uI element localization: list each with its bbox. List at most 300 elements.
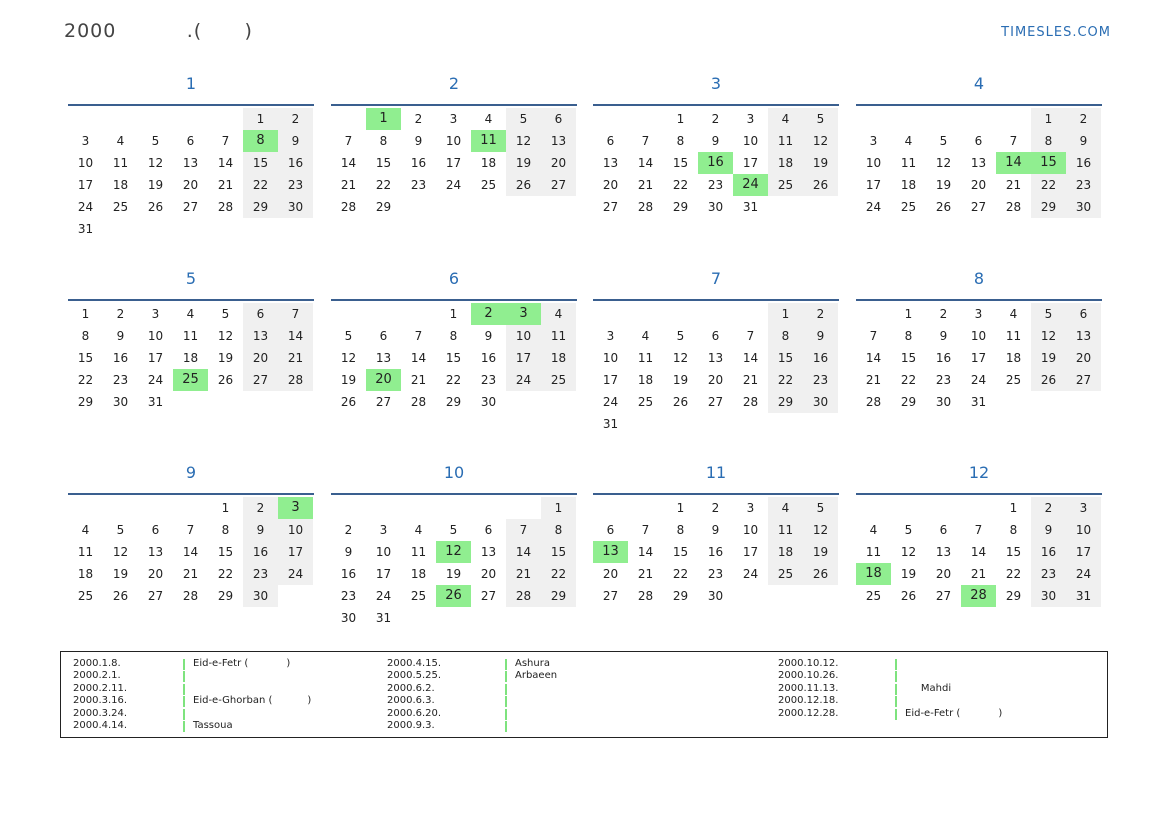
day-cell[interactable]: 14	[865, 351, 882, 365]
day-cell[interactable]: 16	[1066, 152, 1101, 174]
day-cell[interactable]: 7	[1009, 134, 1018, 148]
day-cell[interactable]: 24	[865, 200, 882, 214]
day-cell[interactable]: 8	[243, 130, 278, 152]
day-cell[interactable]: 25	[1005, 373, 1022, 387]
day-cell[interactable]: 30	[1066, 196, 1101, 218]
day-cell[interactable]: 21	[506, 563, 541, 585]
day-cell[interactable]: 2	[243, 497, 278, 519]
day-cell[interactable]: 20	[366, 369, 401, 391]
day-cell[interactable]: 31	[375, 611, 392, 625]
day-cell[interactable]: 3	[746, 112, 755, 126]
day-cell[interactable]: 1	[1009, 501, 1018, 515]
day-cell[interactable]: 14	[217, 156, 234, 170]
day-cell[interactable]: 9	[711, 523, 720, 537]
day-cell[interactable]: 19	[340, 373, 357, 387]
day-cell[interactable]: 26	[672, 395, 689, 409]
day-cell[interactable]: 1	[221, 501, 230, 515]
day-cell[interactable]: 17	[865, 178, 882, 192]
day-cell[interactable]: 14	[506, 541, 541, 563]
day-cell[interactable]: 11	[112, 156, 129, 170]
day-cell[interactable]: 18	[1005, 351, 1022, 365]
day-cell[interactable]: 19	[112, 567, 129, 581]
day-cell[interactable]: 20	[147, 567, 164, 581]
day-cell[interactable]: 13	[541, 130, 576, 152]
day-cell[interactable]: 4	[541, 303, 576, 325]
day-cell[interactable]: 30	[803, 391, 838, 413]
day-cell[interactable]: 25	[410, 589, 427, 603]
day-cell[interactable]: 1	[541, 497, 576, 519]
day-cell[interactable]: 6	[939, 523, 948, 537]
day-cell[interactable]: 22	[77, 373, 94, 387]
day-cell[interactable]: 29	[1005, 589, 1022, 603]
day-cell[interactable]: 21	[637, 178, 654, 192]
day-cell[interactable]: 2	[1066, 108, 1101, 130]
day-cell[interactable]: 19	[900, 567, 917, 581]
day-cell[interactable]: 22	[217, 567, 234, 581]
day-cell[interactable]: 21	[865, 373, 882, 387]
day-cell[interactable]: 24	[77, 200, 94, 214]
day-cell[interactable]: 3	[606, 329, 615, 343]
day-cell[interactable]: 15	[375, 156, 392, 170]
day-cell[interactable]: 2	[414, 112, 423, 126]
day-cell[interactable]: 13	[1066, 325, 1101, 347]
day-cell[interactable]: 7	[344, 134, 353, 148]
day-cell[interactable]: 21	[182, 567, 199, 581]
day-cell[interactable]: 14	[278, 325, 313, 347]
day-cell[interactable]: 9	[116, 329, 125, 343]
day-cell[interactable]: 5	[803, 108, 838, 130]
day-cell[interactable]: 28	[1005, 200, 1022, 214]
day-cell[interactable]: 16	[1031, 541, 1066, 563]
day-cell[interactable]: 25	[112, 200, 129, 214]
day-cell[interactable]: 5	[939, 134, 948, 148]
day-cell[interactable]: 28	[637, 589, 654, 603]
day-cell[interactable]: 24	[147, 373, 164, 387]
day-cell[interactable]: 15	[672, 545, 689, 559]
day-cell[interactable]: 12	[803, 519, 838, 541]
day-cell[interactable]: 9	[803, 325, 838, 347]
day-cell[interactable]: 18	[768, 152, 803, 174]
day-cell[interactable]: 8	[379, 134, 388, 148]
day-cell[interactable]: 25	[768, 174, 803, 196]
day-cell[interactable]: 20	[970, 178, 987, 192]
day-cell[interactable]: 19	[935, 178, 952, 192]
day-cell[interactable]: 27	[375, 395, 392, 409]
day-cell[interactable]: 24	[970, 373, 987, 387]
day-cell[interactable]: 15	[1031, 152, 1066, 174]
day-cell[interactable]: 4	[768, 497, 803, 519]
day-cell[interactable]: 19	[672, 373, 689, 387]
day-cell[interactable]: 22	[375, 178, 392, 192]
day-cell[interactable]: 9	[939, 329, 948, 343]
day-cell[interactable]: 3	[379, 523, 388, 537]
day-cell[interactable]: 12	[506, 130, 541, 152]
day-cell[interactable]: 31	[742, 200, 759, 214]
day-cell[interactable]: 3	[1066, 497, 1101, 519]
day-cell[interactable]: 23	[707, 567, 724, 581]
day-cell[interactable]: 2	[344, 523, 353, 537]
day-cell[interactable]: 12	[672, 351, 689, 365]
day-cell[interactable]: 26	[112, 589, 129, 603]
day-cell[interactable]: 22	[672, 178, 689, 192]
day-cell[interactable]: 27	[970, 200, 987, 214]
day-cell[interactable]: 27	[243, 369, 278, 391]
day-cell[interactable]: 16	[803, 347, 838, 369]
day-cell[interactable]: 7	[746, 329, 755, 343]
day-cell[interactable]: 30	[707, 200, 724, 214]
day-cell[interactable]: 17	[375, 567, 392, 581]
day-cell[interactable]: 11	[768, 130, 803, 152]
day-cell[interactable]: 19	[217, 351, 234, 365]
day-cell[interactable]: 17	[77, 178, 94, 192]
day-cell[interactable]: 4	[904, 134, 913, 148]
day-cell[interactable]: 26	[803, 174, 838, 196]
day-cell[interactable]: 21	[340, 178, 357, 192]
day-cell[interactable]: 8	[221, 523, 230, 537]
day-cell[interactable]: 2	[278, 108, 313, 130]
day-cell[interactable]: 19	[803, 152, 838, 174]
day-cell[interactable]: 9	[711, 134, 720, 148]
day-cell[interactable]: 26	[506, 174, 541, 196]
day-cell[interactable]: 5	[151, 134, 160, 148]
day-cell[interactable]: 21	[278, 347, 313, 369]
day-cell[interactable]: 3	[746, 501, 755, 515]
day-cell[interactable]: 26	[340, 395, 357, 409]
day-cell[interactable]: 27	[935, 589, 952, 603]
day-cell[interactable]: 23	[112, 373, 129, 387]
day-cell[interactable]: 5	[116, 523, 125, 537]
day-cell[interactable]: 12	[217, 329, 234, 343]
day-cell[interactable]: 7	[641, 134, 650, 148]
day-cell[interactable]: 18	[77, 567, 94, 581]
day-cell[interactable]: 25	[173, 369, 208, 391]
day-cell[interactable]: 4	[81, 523, 90, 537]
day-cell[interactable]: 13	[707, 351, 724, 365]
day-cell[interactable]: 17	[742, 156, 759, 170]
day-cell[interactable]: 14	[996, 152, 1031, 174]
day-cell[interactable]: 6	[484, 523, 493, 537]
day-cell[interactable]: 20	[1066, 347, 1101, 369]
day-cell[interactable]: 19	[445, 567, 462, 581]
day-cell[interactable]: 20	[935, 567, 952, 581]
site-link[interactable]: TIMESLES.COM	[1001, 25, 1111, 40]
day-cell[interactable]: 18	[856, 563, 891, 585]
day-cell[interactable]: 3	[449, 112, 458, 126]
day-cell[interactable]: 23	[707, 178, 724, 192]
day-cell[interactable]: 15	[445, 351, 462, 365]
day-cell[interactable]: 1	[243, 108, 278, 130]
day-cell[interactable]: 8	[768, 325, 803, 347]
day-cell[interactable]: 16	[480, 351, 497, 365]
day-cell[interactable]: 6	[541, 108, 576, 130]
day-cell[interactable]: 6	[379, 329, 388, 343]
day-cell[interactable]: 24	[375, 589, 392, 603]
day-cell[interactable]: 9	[484, 329, 493, 343]
day-cell[interactable]: 25	[541, 369, 576, 391]
day-cell[interactable]: 3	[974, 307, 983, 321]
day-cell[interactable]: 9	[344, 545, 353, 559]
day-cell[interactable]: 6	[606, 523, 615, 537]
day-cell[interactable]: 20	[541, 152, 576, 174]
day-cell[interactable]: 3	[151, 307, 160, 321]
day-cell[interactable]: 4	[768, 108, 803, 130]
day-cell[interactable]: 14	[182, 545, 199, 559]
day-cell[interactable]: 29	[768, 391, 803, 413]
day-cell[interactable]: 8	[904, 329, 913, 343]
day-cell[interactable]: 16	[698, 152, 733, 174]
day-cell[interactable]: 8	[676, 523, 685, 537]
day-cell[interactable]: 3	[278, 497, 313, 519]
day-cell[interactable]: 21	[1005, 178, 1022, 192]
day-cell[interactable]: 19	[1031, 347, 1066, 369]
day-cell[interactable]: 29	[243, 196, 278, 218]
day-cell[interactable]: 10	[742, 134, 759, 148]
day-cell[interactable]: 21	[637, 567, 654, 581]
day-cell[interactable]: 5	[221, 307, 230, 321]
day-cell[interactable]: 28	[961, 585, 996, 607]
day-cell[interactable]: 12	[147, 156, 164, 170]
day-cell[interactable]: 12	[900, 545, 917, 559]
day-cell[interactable]: 11	[865, 545, 882, 559]
day-cell[interactable]: 27	[541, 174, 576, 196]
day-cell[interactable]: 31	[1066, 585, 1101, 607]
day-cell[interactable]: 14	[970, 545, 987, 559]
day-cell[interactable]: 30	[243, 585, 278, 607]
day-cell[interactable]: 28	[217, 200, 234, 214]
day-cell[interactable]: 23	[935, 373, 952, 387]
day-cell[interactable]: 13	[182, 156, 199, 170]
day-cell[interactable]: 29	[1031, 196, 1066, 218]
day-cell[interactable]: 11	[637, 351, 654, 365]
day-cell[interactable]: 20	[243, 347, 278, 369]
day-cell[interactable]: 21	[410, 373, 427, 387]
day-cell[interactable]: 2	[803, 303, 838, 325]
day-cell[interactable]: 23	[1066, 174, 1101, 196]
day-cell[interactable]: 1	[904, 307, 913, 321]
day-cell[interactable]: 30	[340, 611, 357, 625]
day-cell[interactable]: 23	[278, 174, 313, 196]
day-cell[interactable]: 5	[676, 329, 685, 343]
day-cell[interactable]: 30	[707, 589, 724, 603]
day-cell[interactable]: 21	[742, 373, 759, 387]
day-cell[interactable]: 9	[278, 130, 313, 152]
day-cell[interactable]: 10	[278, 519, 313, 541]
day-cell[interactable]: 3	[869, 134, 878, 148]
day-cell[interactable]: 31	[602, 417, 619, 431]
day-cell[interactable]: 11	[900, 156, 917, 170]
day-cell[interactable]: 6	[186, 134, 195, 148]
day-cell[interactable]: 21	[970, 567, 987, 581]
day-cell[interactable]: 6	[711, 329, 720, 343]
day-cell[interactable]: 22	[243, 174, 278, 196]
day-cell[interactable]: 6	[243, 303, 278, 325]
day-cell[interactable]: 31	[147, 395, 164, 409]
day-cell[interactable]: 5	[506, 108, 541, 130]
day-cell[interactable]: 4	[869, 523, 878, 537]
day-cell[interactable]: 15	[77, 351, 94, 365]
day-cell[interactable]: 4	[641, 329, 650, 343]
day-cell[interactable]: 29	[77, 395, 94, 409]
day-cell[interactable]: 13	[375, 351, 392, 365]
day-cell[interactable]: 16	[707, 545, 724, 559]
day-cell[interactable]: 7	[278, 303, 313, 325]
day-cell[interactable]: 8	[541, 519, 576, 541]
day-cell[interactable]: 16	[112, 351, 129, 365]
day-cell[interactable]: 15	[672, 156, 689, 170]
day-cell[interactable]: 20	[480, 567, 497, 581]
day-cell[interactable]: 15	[900, 351, 917, 365]
day-cell[interactable]: 3	[81, 134, 90, 148]
day-cell[interactable]: 14	[340, 156, 357, 170]
day-cell[interactable]: 9	[1066, 130, 1101, 152]
day-cell[interactable]: 20	[602, 567, 619, 581]
day-cell[interactable]: 23	[410, 178, 427, 192]
day-cell[interactable]: 25	[768, 563, 803, 585]
day-cell[interactable]: 27	[707, 395, 724, 409]
day-cell[interactable]: 25	[480, 178, 497, 192]
day-cell[interactable]: 5	[344, 329, 353, 343]
day-cell[interactable]: 29	[672, 200, 689, 214]
day-cell[interactable]: 22	[541, 563, 576, 585]
day-cell[interactable]: 14	[742, 351, 759, 365]
day-cell[interactable]: 17	[147, 351, 164, 365]
day-cell[interactable]: 7	[221, 134, 230, 148]
day-cell[interactable]: 8	[81, 329, 90, 343]
day-cell[interactable]: 27	[1066, 369, 1101, 391]
day-cell[interactable]: 24	[733, 174, 768, 196]
day-cell[interactable]: 15	[217, 545, 234, 559]
day-cell[interactable]: 15	[768, 347, 803, 369]
day-cell[interactable]: 4	[484, 112, 493, 126]
day-cell[interactable]: 15	[1005, 545, 1022, 559]
day-cell[interactable]: 16	[410, 156, 427, 170]
day-cell[interactable]: 12	[436, 541, 471, 563]
day-cell[interactable]: 26	[1031, 369, 1066, 391]
day-cell[interactable]: 12	[340, 351, 357, 365]
day-cell[interactable]: 5	[449, 523, 458, 537]
day-cell[interactable]: 26	[900, 589, 917, 603]
day-cell[interactable]: 23	[803, 369, 838, 391]
day-cell[interactable]: 9	[1031, 519, 1066, 541]
day-cell[interactable]: 5	[904, 523, 913, 537]
day-cell[interactable]: 30	[480, 395, 497, 409]
day-cell[interactable]: 13	[480, 545, 497, 559]
day-cell[interactable]: 6	[151, 523, 160, 537]
day-cell[interactable]: 28	[340, 200, 357, 214]
day-cell[interactable]: 19	[147, 178, 164, 192]
day-cell[interactable]: 8	[1031, 130, 1066, 152]
day-cell[interactable]: 25	[77, 589, 94, 603]
day-cell[interactable]: 11	[541, 325, 576, 347]
day-cell[interactable]: 2	[471, 303, 506, 325]
day-cell[interactable]: 8	[449, 329, 458, 343]
day-cell[interactable]: 26	[803, 563, 838, 585]
day-cell[interactable]: 26	[935, 200, 952, 214]
day-cell[interactable]: 25	[900, 200, 917, 214]
day-cell[interactable]: 10	[445, 134, 462, 148]
day-cell[interactable]: 7	[869, 329, 878, 343]
day-cell[interactable]: 29	[217, 589, 234, 603]
day-cell[interactable]: 1	[366, 108, 401, 130]
day-cell[interactable]: 15	[541, 541, 576, 563]
day-cell[interactable]: 27	[480, 589, 497, 603]
day-cell[interactable]: 27	[602, 200, 619, 214]
day-cell[interactable]: 13	[970, 156, 987, 170]
day-cell[interactable]: 22	[672, 567, 689, 581]
day-cell[interactable]: 17	[445, 156, 462, 170]
day-cell[interactable]: 17	[506, 347, 541, 369]
day-cell[interactable]: 23	[1031, 563, 1066, 585]
day-cell[interactable]: 11	[471, 130, 506, 152]
day-cell[interactable]: 7	[506, 519, 541, 541]
day-cell[interactable]: 17	[970, 351, 987, 365]
day-cell[interactable]: 10	[77, 156, 94, 170]
day-cell[interactable]: 7	[641, 523, 650, 537]
day-cell[interactable]: 28	[182, 589, 199, 603]
day-cell[interactable]: 24	[1066, 563, 1101, 585]
day-cell[interactable]: 2	[1031, 497, 1066, 519]
day-cell[interactable]: 28	[742, 395, 759, 409]
day-cell[interactable]: 24	[278, 563, 313, 585]
day-cell[interactable]: 13	[243, 325, 278, 347]
day-cell[interactable]: 9	[414, 134, 423, 148]
day-cell[interactable]: 12	[935, 156, 952, 170]
day-cell[interactable]: 4	[1009, 307, 1018, 321]
day-cell[interactable]: 20	[182, 178, 199, 192]
day-cell[interactable]: 28	[865, 395, 882, 409]
day-cell[interactable]: 30	[112, 395, 129, 409]
day-cell[interactable]: 30	[278, 196, 313, 218]
day-cell[interactable]: 29	[541, 585, 576, 607]
day-cell[interactable]: 6	[606, 134, 615, 148]
day-cell[interactable]: 11	[768, 519, 803, 541]
day-cell[interactable]: 22	[445, 373, 462, 387]
day-cell[interactable]: 14	[410, 351, 427, 365]
day-cell[interactable]: 12	[1031, 325, 1066, 347]
day-cell[interactable]: 4	[186, 307, 195, 321]
day-cell[interactable]: 21	[217, 178, 234, 192]
day-cell[interactable]: 13	[593, 541, 628, 563]
day-cell[interactable]: 4	[116, 134, 125, 148]
day-cell[interactable]: 11	[410, 545, 427, 559]
day-cell[interactable]: 16	[340, 567, 357, 581]
day-cell[interactable]: 17	[742, 545, 759, 559]
day-cell[interactable]: 29	[672, 589, 689, 603]
day-cell[interactable]: 10	[602, 351, 619, 365]
day-cell[interactable]: 24	[445, 178, 462, 192]
day-cell[interactable]: 18	[768, 541, 803, 563]
day-cell[interactable]: 1	[676, 112, 685, 126]
day-cell[interactable]: 22	[900, 373, 917, 387]
day-cell[interactable]: 17	[602, 373, 619, 387]
day-cell[interactable]: 20	[707, 373, 724, 387]
day-cell[interactable]: 4	[414, 523, 423, 537]
day-cell[interactable]: 6	[1066, 303, 1101, 325]
day-cell[interactable]: 25	[637, 395, 654, 409]
day-cell[interactable]: 18	[410, 567, 427, 581]
day-cell[interactable]: 3	[506, 303, 541, 325]
day-cell[interactable]: 30	[1031, 585, 1066, 607]
day-cell[interactable]: 19	[506, 152, 541, 174]
day-cell[interactable]: 5	[803, 497, 838, 519]
day-cell[interactable]: 2	[711, 501, 720, 515]
day-cell[interactable]: 1	[768, 303, 803, 325]
day-cell[interactable]: 24	[506, 369, 541, 391]
day-cell[interactable]: 10	[147, 329, 164, 343]
day-cell[interactable]: 10	[742, 523, 759, 537]
day-cell[interactable]: 7	[414, 329, 423, 343]
day-cell[interactable]: 7	[186, 523, 195, 537]
